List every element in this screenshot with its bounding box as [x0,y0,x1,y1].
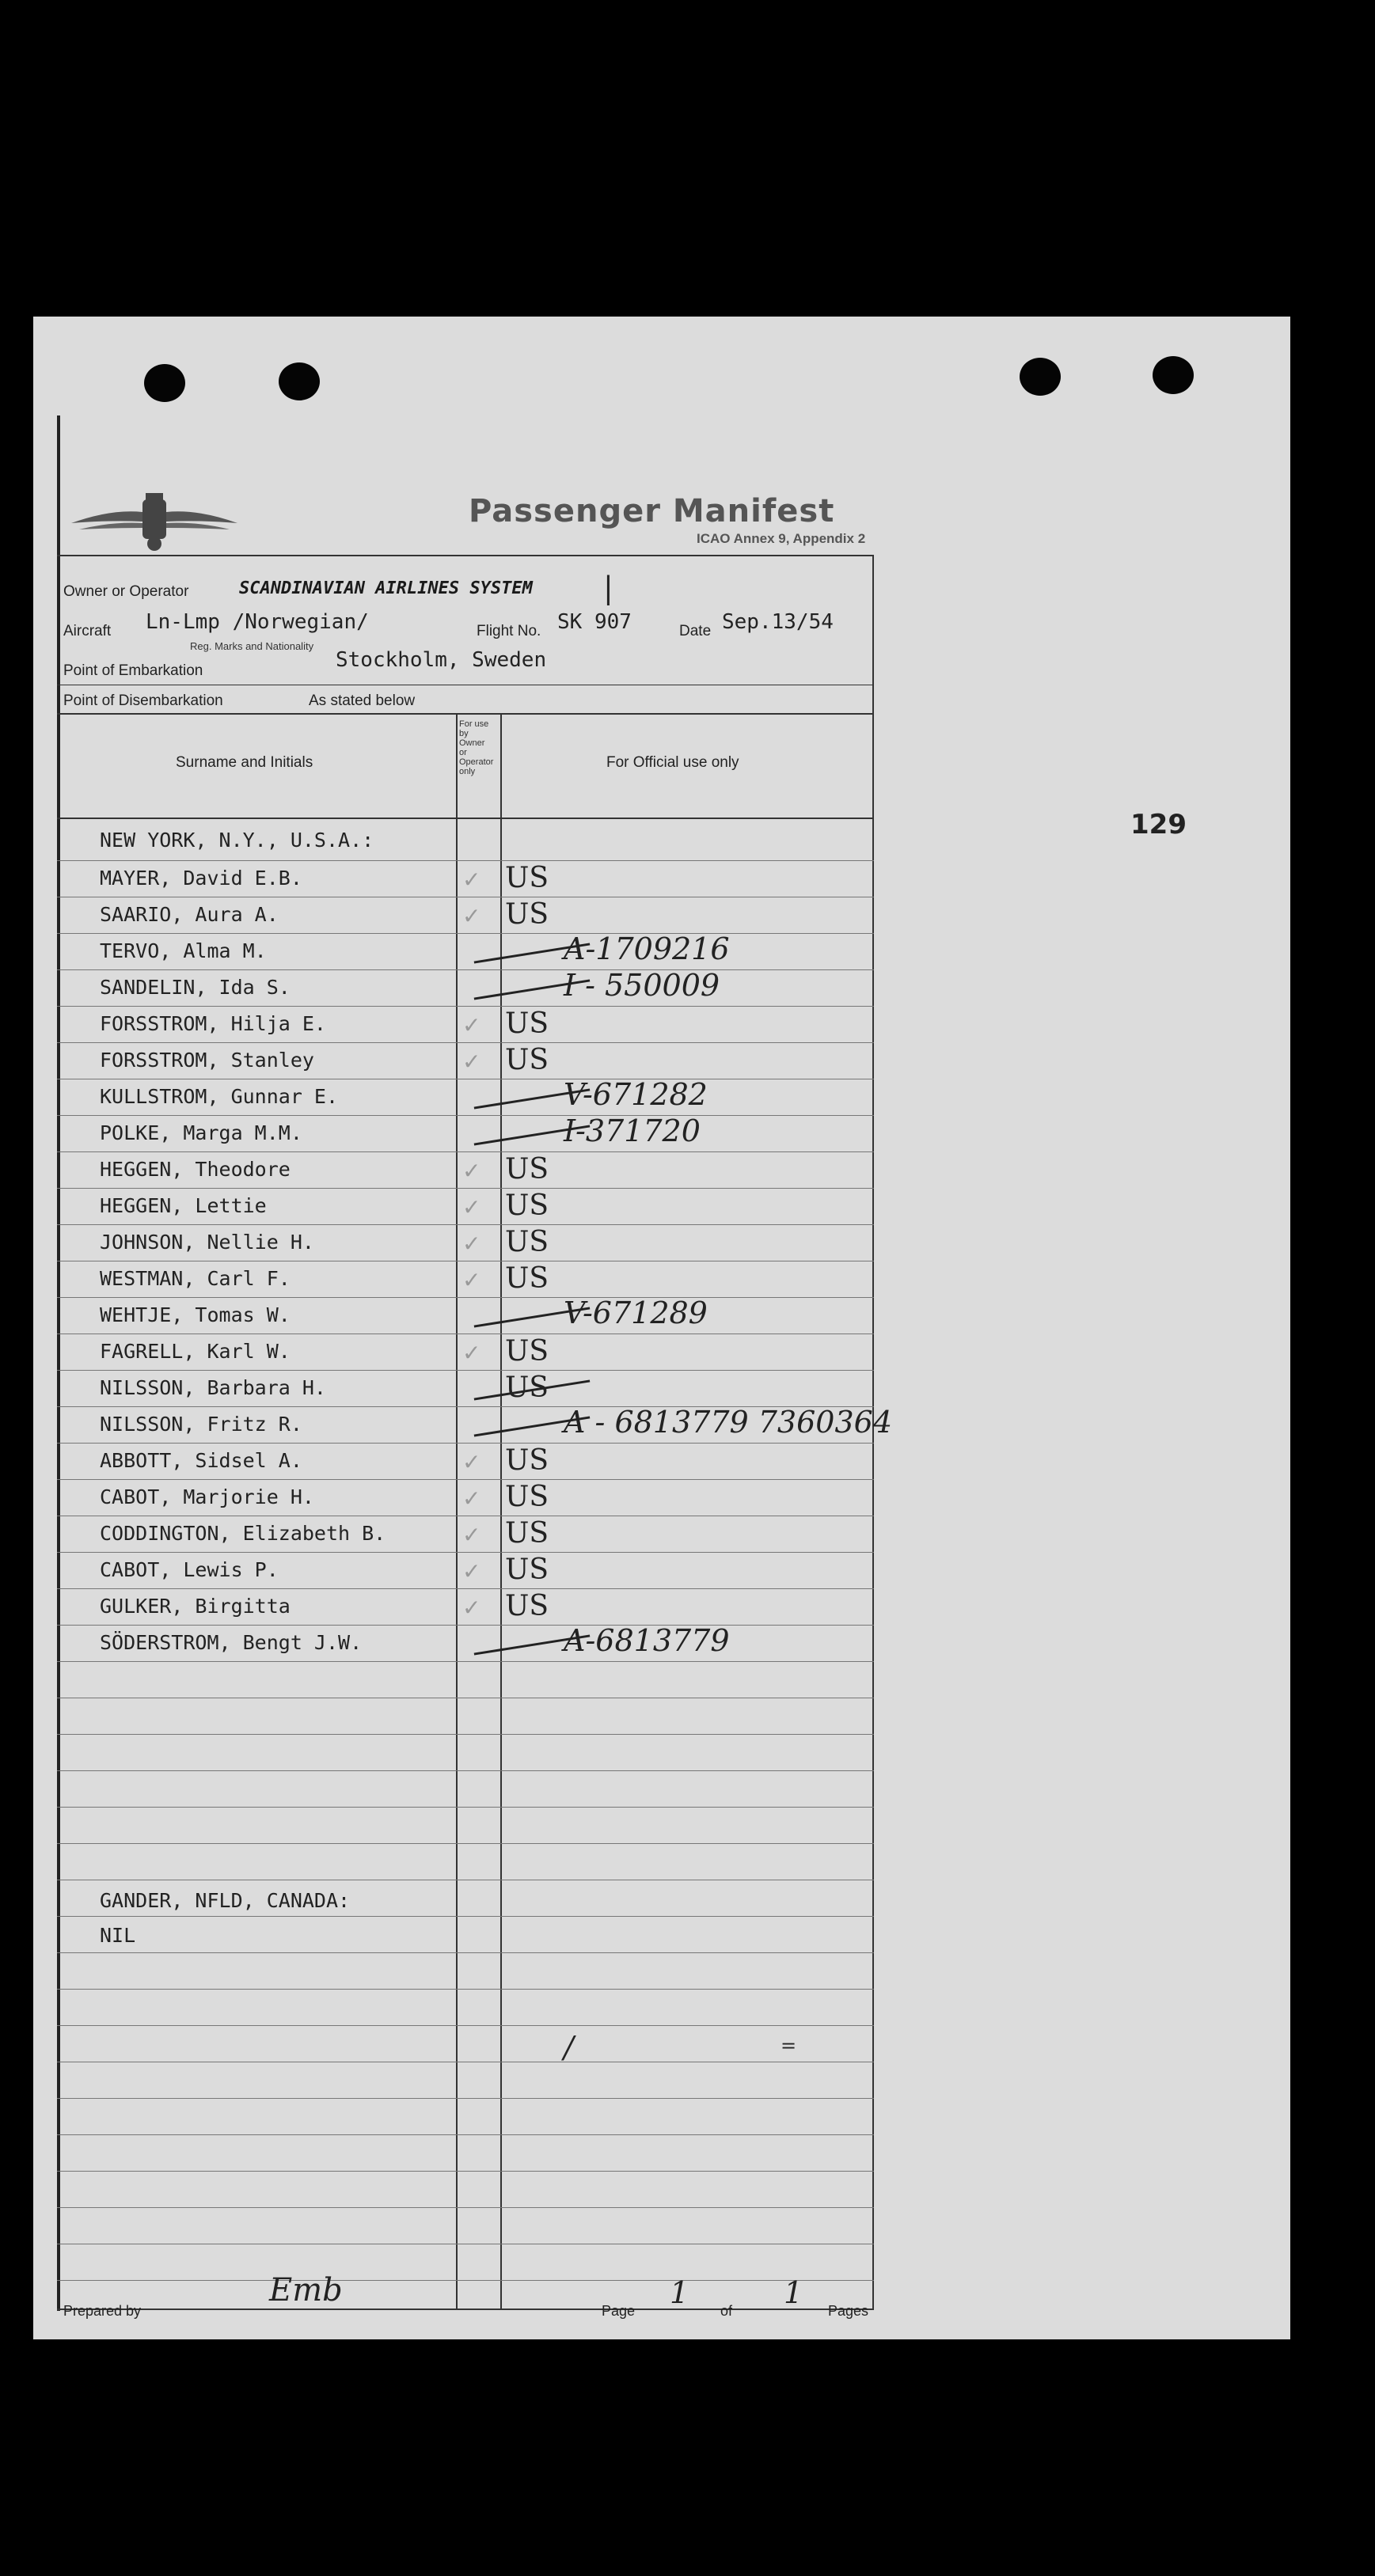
passenger-name: SÖDERSTROM, Bengt J.W. [100,1631,363,1654]
passenger-name: TERVO, Alma M. [100,939,267,962]
official-note: US [505,862,549,894]
check-mark-icon: ✓ [462,1559,481,1584]
ruled-line [57,1770,874,1771]
passenger-row [57,968,874,1009]
disembark-value: As stated below [309,692,416,709]
passenger-row [57,1337,874,1373]
passenger-row [57,1405,892,1446]
ruled-line [57,2171,874,2172]
embark-value: Stockholm, Sweden [336,648,547,672]
punch-hole-1 [144,364,185,402]
winged-crest-logo-icon [63,477,245,556]
passenger-name: CABOT, Marjorie H. [100,1485,314,1508]
owner-value: SCANDINAVIAN AIRLINES SYSTEM [239,579,533,598]
prepared-signature: Emb [269,2272,343,2309]
passenger-name: CODDINGTON, Elizabeth B. [100,1522,386,1545]
official-note: US [505,1153,549,1186]
passenger-row [57,1045,874,1082]
reg-marks-label: Reg. Marks and Nationality [190,640,314,652]
official-note: A-6813779 [564,1623,730,1658]
check-mark-icon: ✓ [462,1231,481,1256]
check-mark-icon: ✓ [462,867,481,892]
check-mark-icon: ✓ [462,904,481,928]
page-label: Page [602,2303,636,2319]
owner-label: Owner or Operator [63,583,189,600]
passenger-row [57,1155,874,1191]
punch-hole-2 [279,362,320,400]
official-note: US [505,1590,549,1622]
aircraft-value: Ln-Lmp /Norwegian/ [146,610,369,634]
passenger-name: HEGGEN, Lettie [100,1194,267,1217]
passenger-name: CABOT, Lewis P. [100,1558,279,1581]
official-note: A-1709216 [564,931,730,966]
section-new-york: NEW YORK, N.Y., U.S.A.: [100,829,374,852]
date-value: Sep.13/54 [722,610,834,634]
passenger-name: ABBOTT, Sidsel A. [100,1449,302,1472]
passenger-name: KULLSTROM, Gunnar E. [100,1085,339,1108]
check-mark-icon: ✓ [462,1013,481,1038]
passenger-row [57,1227,874,1264]
passenger-row [57,1191,874,1227]
official-note: US [505,1444,549,1477]
official-note: US [505,1007,549,1040]
check-mark-icon: ✓ [462,1159,481,1183]
passenger-row [57,1446,874,1482]
check-mark-icon: ✓ [462,1268,481,1292]
section-gander: GANDER, NFLD, CANADA: [100,1889,351,1912]
section-gander-nil: NIL [100,1924,136,1947]
header-rule-top [57,555,874,556]
flight-label: Flight No. [477,623,541,639]
ruled-line [57,1952,874,1953]
punch-hole-3 [1020,358,1061,396]
check-mark-icon: ✓ [462,1486,481,1511]
disembark-label: Point of Disembarkation [63,692,223,709]
official-note: I - 550009 [564,968,720,1003]
footer-rule [57,2309,874,2310]
passenger-name: JOHNSON, Nellie H. [100,1231,314,1254]
form-title: Passenger Manifest [469,493,835,529]
official-note: V-671282 [564,1077,708,1112]
passenger-name: MAYER, David E.B. [100,867,302,890]
of-value: 1 [784,2275,803,2310]
check-mark-icon: ✓ [462,1195,481,1220]
ruled-line [57,860,874,861]
official-note: US [505,1335,549,1368]
check-mark-icon: ✓ [462,1595,481,1620]
passenger-name: HEGGEN, Theodore [100,1158,291,1181]
ruled-line [57,2207,874,2208]
owner-mark: | [603,571,613,605]
date-label: Date [679,623,712,639]
passenger-row [57,1113,874,1155]
pages-label: Pages [828,2303,869,2319]
punch-hole-4 [1153,356,1194,394]
ruled-line [57,2280,874,2281]
passenger-row [57,931,874,973]
ruled-line [57,1807,874,1808]
passenger-row [57,1296,874,1337]
ruled-line [57,2134,874,2135]
stray-mark-1: / [564,2030,574,2065]
official-note: US [505,1481,549,1513]
passenger-name: FORSSTROM, Stanley [100,1049,314,1072]
ruled-line [57,2025,874,2026]
passenger-name: GULKER, Birgitta [100,1595,291,1618]
ruled-line [57,2098,874,2099]
passenger-name: WESTMAN, Carl F. [100,1267,291,1290]
passenger-row [57,1009,874,1045]
page-value: 1 [670,2275,689,2310]
passenger-row [57,1623,874,1664]
passenger-name: SAARIO, Aura A. [100,903,279,926]
official-note: US [505,1044,549,1076]
ruled-line [57,1734,874,1735]
official-note: V-671289 [564,1296,708,1330]
passenger-row [57,1264,874,1300]
passenger-name: WEHTJE, Tomas W. [100,1303,291,1326]
ruled-line [57,1843,874,1844]
ruled-line [57,1989,874,1990]
official-note: US [505,898,549,931]
official-note: A - 6813779 7360364 [564,1405,892,1440]
official-note: US [505,1262,549,1295]
ruled-line [57,1916,874,1917]
passenger-row [57,900,874,936]
col-official-header: For Official use only [606,754,739,771]
col-name-header: Surname and Initials [176,754,313,771]
official-note: US [505,1554,549,1586]
passenger-row [57,1592,874,1628]
passenger-name: NILSSON, Barbara H. [100,1376,326,1399]
check-mark-icon: ✓ [462,1523,481,1547]
passenger-name: FORSSTROM, Hilja E. [100,1012,326,1035]
passenger-name: POLKE, Marga M.M. [100,1121,302,1144]
official-note: US [505,1226,549,1258]
stray-mark-2: = [781,2035,797,2057]
form-subtitle: ICAO Annex 9, Appendix 2 [697,531,866,546]
passenger-row [57,1555,874,1592]
header-rule-columns [57,713,874,715]
of-label: of [720,2303,733,2319]
check-mark-icon: ✓ [462,1450,481,1474]
passenger-row [57,1519,874,1555]
flight-value: SK 907 [557,610,632,634]
official-note: US [505,1517,549,1550]
manifest-form [57,415,892,2319]
embark-label: Point of Embarkation [63,662,203,679]
passenger-name: SANDELIN, Ida S. [100,976,291,999]
check-mark-icon: ✓ [462,1341,481,1365]
passenger-row [57,1077,874,1118]
passenger-name: FAGRELL, Karl W. [100,1340,291,1363]
official-note: US [505,1189,549,1222]
official-note: I-371720 [564,1113,701,1148]
stamped-page-number: 129 [1130,809,1187,840]
passenger-row [57,863,874,900]
check-mark-icon: ✓ [462,1049,481,1074]
col-owner-header: For use by Owner or Operator only [459,719,494,776]
header-rule-bottom [57,818,874,819]
prepared-label: Prepared by [63,2303,142,2319]
passenger-name: NILSSON, Fritz R. [100,1413,302,1436]
aircraft-label: Aircraft [63,623,112,639]
passenger-row [57,1482,874,1519]
official-note: US [505,1371,549,1404]
